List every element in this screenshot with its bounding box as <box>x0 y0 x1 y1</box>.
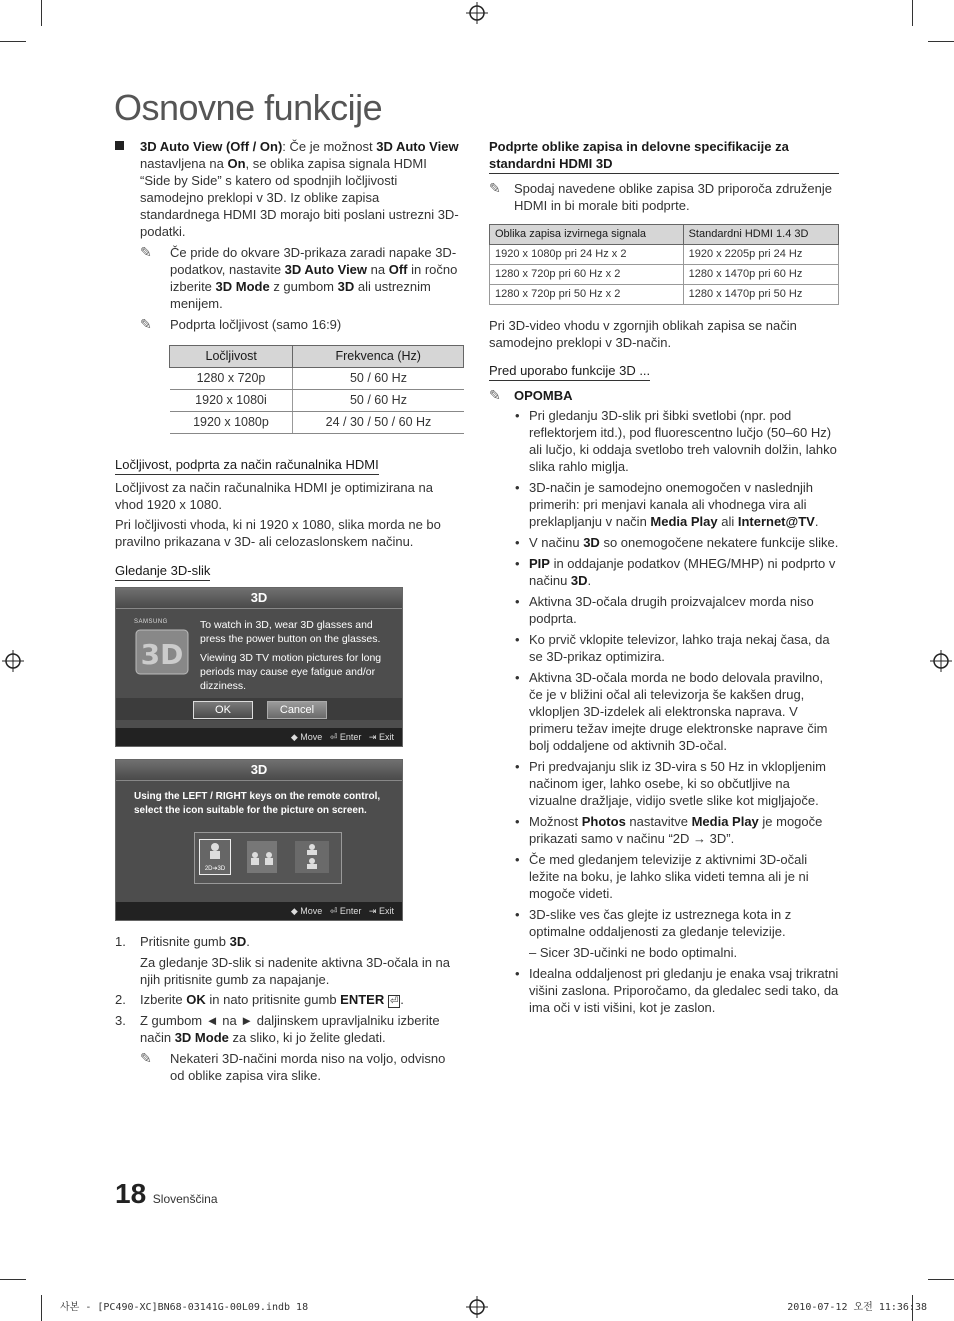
list-item: 1. Pritisnite gumb 3D. Za gledanje 3D-slik si nadenite aktivna 3D-očala in na njih pritisnite gumb za napajanje. <box>115 934 451 987</box>
page-title: Osnovne funkcije <box>114 87 383 128</box>
exit-icon: ⇥ <box>368 906 377 916</box>
mode-side-by-side-icon[interactable] <box>247 841 277 873</box>
svg-text:3D: 3D <box>140 638 184 671</box>
note-pencil-icon: ✎ <box>140 316 152 332</box>
list-item: 3. Z gumbom ◄ na ► daljinskem upravljalniku izberite način 3D Mode za sliko, ki jo želite gledati. ✎ Nekateri 3D-načini morda niso na voljo, odvisno od oblike zapisa vira slike. <box>115 1012 460 1084</box>
list-item: • 3D-način je samodejno onemogočen v naslednjih primerih: pri menjavi kanala ali vhodnega vira ali preklapljanju v način Media Play ali Internet@TV. <box>489 479 839 530</box>
3d-mode-selector <box>194 832 342 884</box>
spec-table: Oblika zapisa izvirnega signala Standardni HDMI 1.4 3D 1920 x 1080p pri 24 Hz x 2 1920 x 2205p pri 24 Hz 1280 x 720p pri 60 Hz x 2 1280 x 1470p pri 60 Hz 1280 x 720p pri 50 Hz x 2 1280 x 1470p pri 50 Hz <box>489 224 839 305</box>
table-row: 1920 x 1080p 24 / 30 / 50 / 60 Hz <box>170 412 464 434</box>
table-row: 1280 x 720p pri 60 Hz x 2 1280 x 1470p pri 60 Hz <box>490 265 839 285</box>
table-row: 1280 x 720p 50 / 60 Hz <box>170 368 464 390</box>
crop-mark <box>0 41 26 42</box>
paragraph: Ločljivost za način računalnika HDMI je optimizirana na vhod 1920 x 1080. <box>115 480 433 512</box>
osd-message: Viewing 3D TV motion pictures for long periods may cause eye fatigue and/or dizziness. <box>200 652 382 692</box>
section-heading: Gledanje 3D-slik <box>115 562 210 581</box>
samsung-3d-logo-icon: SAMSUNG 3D <box>134 618 190 680</box>
crop-mark <box>41 0 42 26</box>
language-label: Slovenščina <box>152 1192 218 1206</box>
crop-mark <box>0 1279 26 1280</box>
enter-icon: ⏎ <box>329 906 338 916</box>
paragraph: Pri 3D-video vhodu v zgornjih oblikah zapisa se način samodejno preklopi v 3D-način. <box>489 318 797 350</box>
note-pencil-icon: ✎ <box>489 180 501 196</box>
osd-message: To watch in 3D, wear 3D glasses and press the power button on the glasses. <box>200 619 381 645</box>
note: ✎ Spodaj navedene oblike zapisa 3D priporoča združenje HDMI in bi morale biti podprte. <box>489 180 832 213</box>
osd-3d-mode-dialog <box>115 759 403 921</box>
section-heading: Pred uporabo funkcije 3D ... <box>489 362 650 381</box>
ok-button[interactable]: OK <box>193 701 253 719</box>
note-pencil-icon: ✎ <box>489 387 501 403</box>
registration-mark-icon <box>466 1296 488 1318</box>
note: ✎ Če pride do okvare 3D-prikaza zaradi napake 3D-podatkov, nastavite 3D Auto View na Off in ročno izberite 3D Mode z gumbom 3D ali ustreznim menijem. <box>140 244 458 311</box>
note: ✎ Nekateri 3D-načini morda niso na voljo, odvisno od oblike zapisa vira slike. <box>140 1050 446 1083</box>
auto-view-paragraph: 3D Auto View (Off / On): Če je možnost 3D Auto View nastavljena na On, se oblika zapisa signala HDMI “Side by Side” s katero od spodnjih ločljivosti samodejno preklopi v 3D. Iz oblike zapisa standardnega HDMI 3D morajo biti poslani ustrezni 3D-podatki. <box>115 138 460 240</box>
notes-list <box>489 407 839 1016</box>
right-column <box>489 138 839 1020</box>
table-row: 1280 x 720p pri 50 Hz x 2 1280 x 1470p pri 50 Hz <box>490 285 839 305</box>
mode-top-bottom-icon[interactable] <box>295 841 329 873</box>
note: ✎ Podprta ločljivost (samo 16:9) <box>140 316 342 332</box>
enter-icon: ⏎ <box>329 732 338 742</box>
list-item: • Pri gledanju 3D-slik pri šibki svetlobi (npr. pod reflektorjem itd.), pod fluorescentno lučjo (50–60 Hz) ali lučjo, ki oddaja svetlobo treh valovnih dolžin, lahko slika rahlo miglja. <box>489 407 839 475</box>
osd-title: 3D <box>116 588 402 609</box>
paragraph: Pri ločljivosti vhoda, ki ni 1920 x 1080, slika morda ne bo pravilno prikazana v 3D- ali celozaslonskem načinu. <box>115 517 441 549</box>
page-number: 18 <box>115 1178 147 1209</box>
osd-key-guide: ◆ Move ⏎ Enter ⇥ Exit <box>116 728 402 746</box>
square-bullet-icon <box>115 141 124 150</box>
list-item: • Idealna oddaljenost pri gledanju je enaka vsaj trikratni višini zaslona. Priporočamo, da gledalec sedi tako, da ima oči v isti višini, kot je zaslon. <box>489 965 839 1016</box>
list-item: • Če med gledanjem televizije z aktivnimi 3D-očali ležite na boku, je lahko slika videti temna ali je ni mogoče videti. <box>489 851 839 902</box>
mode-2d-to-3d-icon[interactable]: 2D➔3D <box>199 839 231 875</box>
table-row: 1920 x 1080p pri 24 Hz x 2 1920 x 2205p pri 24 Hz <box>490 245 839 265</box>
crop-mark <box>928 1279 954 1280</box>
list-item: • Možnost Photos nastavitve Media Play je mogoče prikazati samo v načinu “2D → 3D”. <box>489 813 839 847</box>
exit-icon: ⇥ <box>368 732 377 742</box>
list-item: • Ko prvič vklopite televizor, lahko traja nekaj časa, da se 3D-prikaz optimizira. <box>489 631 839 665</box>
registration-mark-icon <box>2 650 24 672</box>
note-heading: ✎ OPOMBA <box>489 387 573 403</box>
registration-mark-icon <box>930 650 952 672</box>
list-item: • Aktivna 3D-očala morda ne bodo delovala pravilno, če je v bližini očal ali televizorja še kakšen drug, vklopljen 3D-izdelek ali elektronska naprava. V primeru težav imejte druge elektronske naprave čim bolj oddaljene od aktivnih 3D-očal. <box>489 669 839 754</box>
section-heading: Podprte oblike zapisa in delovne specifikacije za standardni HDMI 3D <box>489 138 839 174</box>
crop-mark <box>41 1295 42 1321</box>
list-item: • V načinu 3D so onemogočene nekatere funkcije slike. <box>489 534 839 551</box>
osd-title: 3D <box>116 760 402 781</box>
note-pencil-icon: ✎ <box>140 244 152 260</box>
term: 3D Auto View (Off / On) <box>140 139 283 154</box>
crop-mark <box>928 41 954 42</box>
list-item: • Pri predvajanju slik iz 3D-vira s 50 Hz in vklopljenim načinom iger, lahko osebe, ki so občutljive na vizualne dražljaje, vidijo svetle slike kot migljajoče. <box>489 758 839 809</box>
list-item: • 3D-slike ves čas glejte iz ustreznega kota in z optimalne oddaljenosti za gledanje televizije. – Sicer 3D-učinki ne bodo optimalni. <box>489 906 839 961</box>
print-footer-right: 2010-07-12 오전 11:36:38 <box>787 1302 927 1313</box>
osd-key-guide: ◆ Move ⏎ Enter ⇥ Exit <box>116 902 402 920</box>
crop-mark <box>912 0 913 26</box>
registration-mark-icon <box>466 2 488 24</box>
steps-list <box>115 933 460 1084</box>
move-icon: ◆ <box>290 732 298 742</box>
enter-key-icon: ⏎ <box>389 996 399 1007</box>
table-row: 1920 x 1080i 50 / 60 Hz <box>170 390 464 412</box>
osd-message: Using the LEFT / RIGHT keys on the remote control, select the icon suitable for the picture on screen. <box>134 791 381 816</box>
cancel-button[interactable]: Cancel <box>267 701 327 719</box>
left-column <box>115 138 460 1084</box>
page-footer <box>115 1178 218 1210</box>
print-footer-left: 사본 - [PC490-XC]BN68-03141G-00L09.indb 18 <box>60 1302 309 1313</box>
list-item: 2. Izberite OK in nato pritisnite gumb ENTER ⏎ . <box>115 992 404 1007</box>
list-item: • PIP in oddajanje podatkov (MHEG/MHP) ni podprto v načinu 3D. <box>489 555 839 589</box>
osd-3d-warning-dialog <box>115 587 403 747</box>
move-icon: ◆ <box>290 906 298 916</box>
resolution-table: Ločljivost Frekvenca (Hz) 1280 x 720p 50 / 60 Hz 1920 x 1080i 50 / 60 Hz 1920 x 1080p 24 / 30 / 50 / 60 Hz <box>169 345 464 434</box>
section-heading: Ločljivost, podprta za način računalnika HDMI <box>115 456 379 475</box>
list-item: • Aktivna 3D-očala drugih proizvajalcev morda niso podprta. <box>489 593 839 627</box>
note-pencil-icon: ✎ <box>140 1050 152 1066</box>
